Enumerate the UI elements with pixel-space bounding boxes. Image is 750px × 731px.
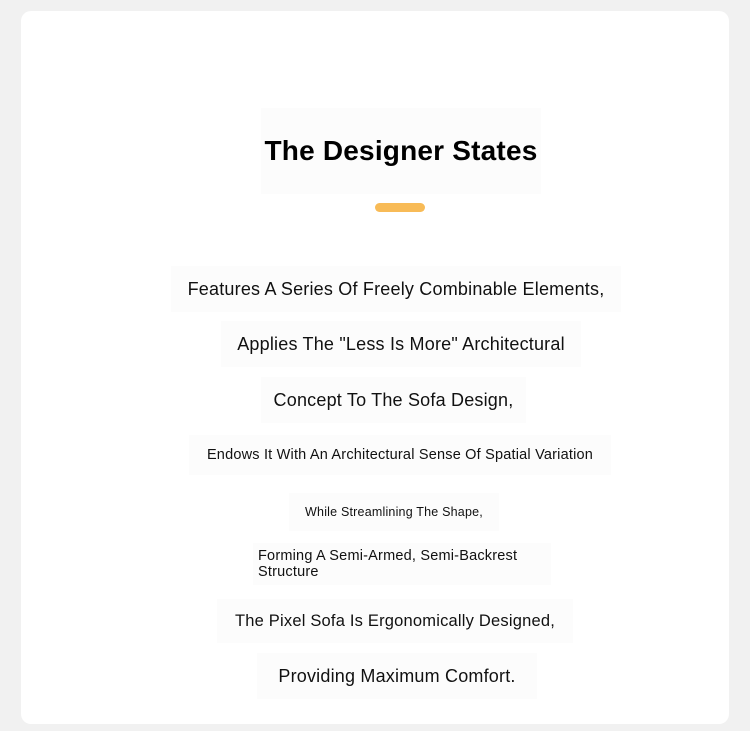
description-line-8: Providing Maximum Comfort. bbox=[257, 653, 537, 699]
description-line-6-text: Forming A Semi-Armed, Semi-Backrest Structure bbox=[258, 548, 518, 580]
description-line-4: Endows It With An Architectural Sense Of Spatial Variation bbox=[189, 435, 611, 475]
description-line-5: While Streamlining The Shape, bbox=[289, 493, 499, 531]
description-line-7: The Pixel Sofa Is Ergonomically Designed, bbox=[217, 599, 573, 643]
description-line-2: Applies The "Less Is More" Architectural bbox=[221, 321, 581, 367]
description-line-3: Concept To The Sofa Design, bbox=[261, 377, 526, 423]
content-card bbox=[21, 11, 729, 724]
page-title: The Designer States bbox=[264, 135, 538, 166]
description-line-1: Features A Series Of Freely Combinable Elements, bbox=[171, 266, 621, 312]
accent-divider bbox=[375, 203, 425, 212]
title-box bbox=[261, 108, 541, 194]
description-line-6 bbox=[253, 543, 551, 585]
